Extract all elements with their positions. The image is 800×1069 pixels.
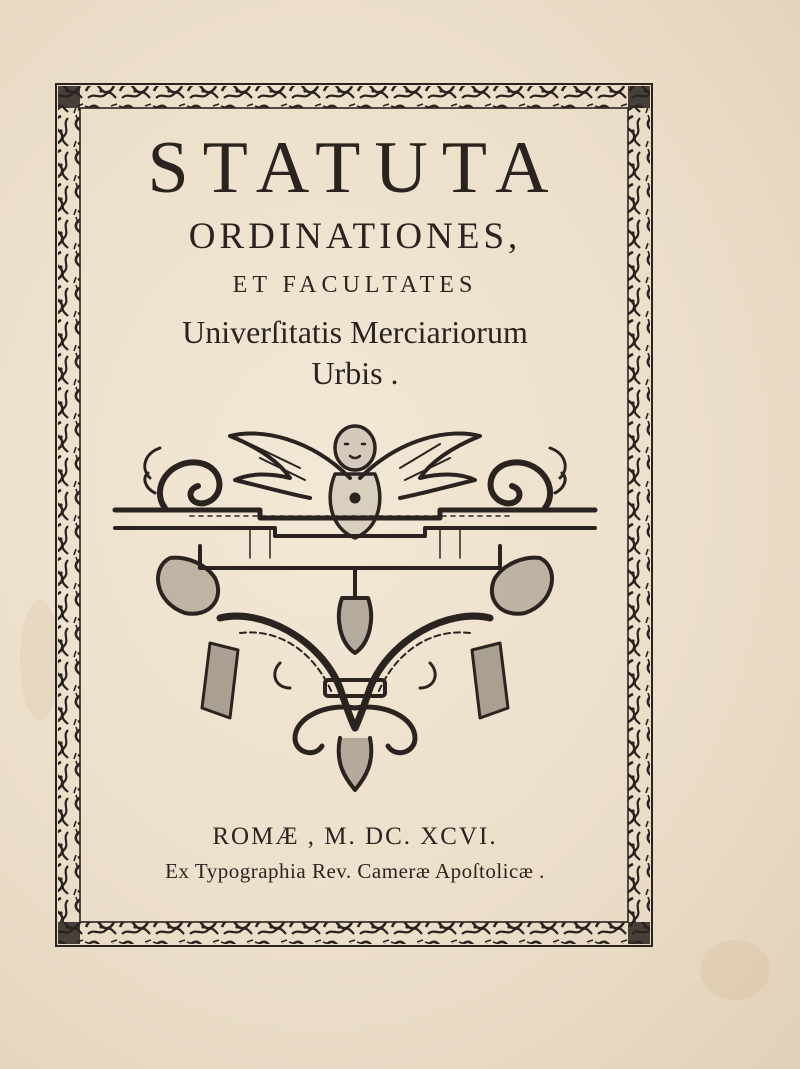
imprint-printer: Ex Typographia Rev. Cameræ Apoſtolicæ .: [165, 859, 545, 883]
paper-stain: [700, 940, 770, 1000]
subtitle-line-4: Urbis .: [311, 355, 399, 391]
subtitle-line-1: ORDINATIONES,: [188, 216, 522, 257]
subtitle-line-2: ET FACULTATES: [232, 272, 478, 298]
winged-cherub-cartouche-woodcut-icon: [110, 418, 600, 798]
book-title: STATUTA: [147, 127, 563, 209]
subtitle-line-3: Univerſitatis Merciariorum: [182, 314, 528, 350]
imprint-place-date: ROMÆ , M. DC. XCVI.: [212, 823, 498, 850]
